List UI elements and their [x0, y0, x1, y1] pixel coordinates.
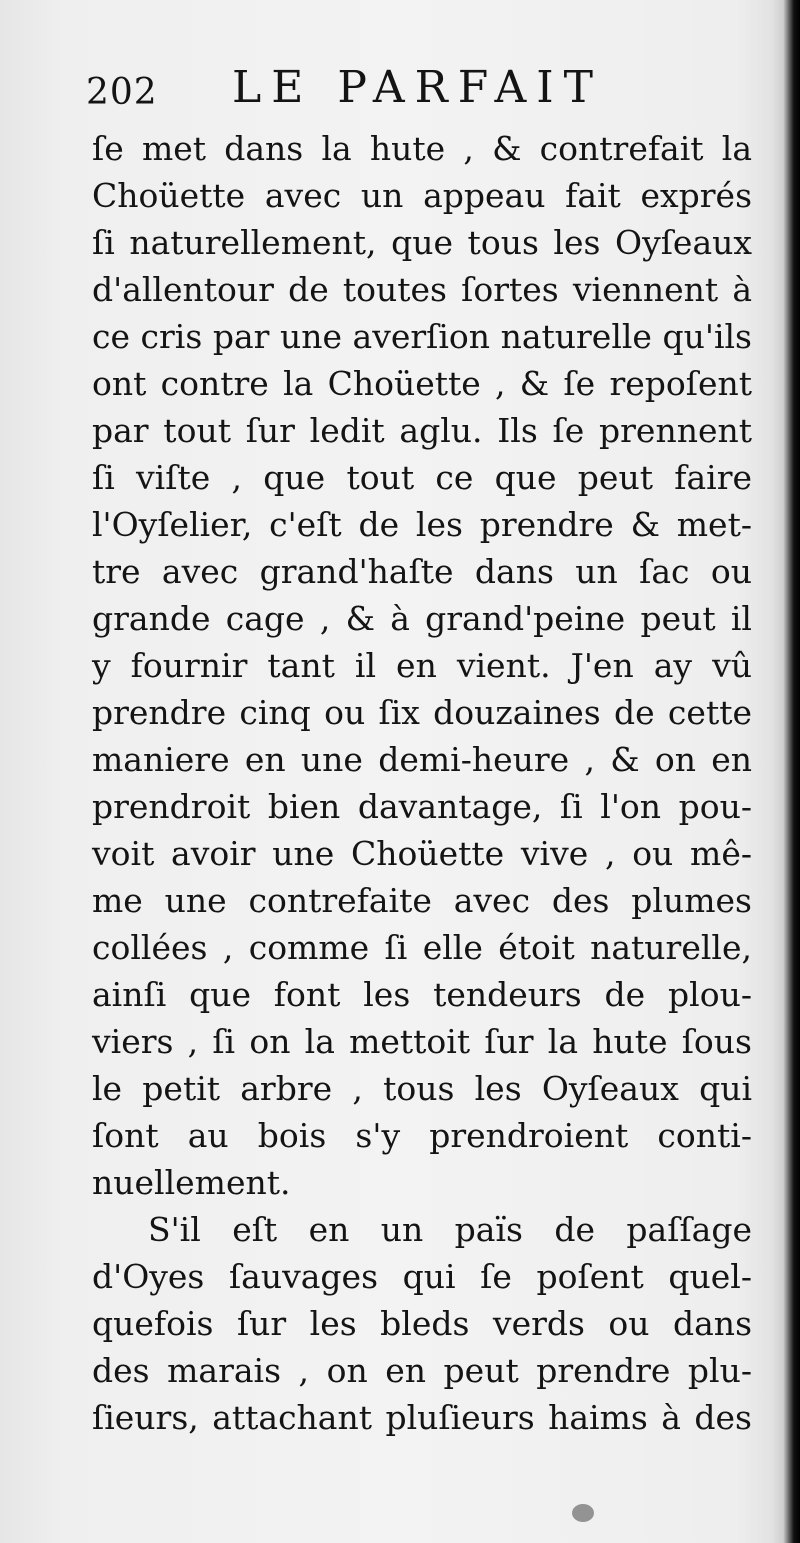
text-line: viers , ſi on la mettoit ſur la hute ſous — [92, 1022, 752, 1061]
text-line: d'Oyes ſauvages qui ſe poſent quel- — [92, 1257, 752, 1296]
text-line-paragraph-end: nuellement. — [92, 1163, 291, 1202]
text-line: collées , comme ſi elle étoit naturelle, — [92, 928, 752, 967]
ink-smudge — [572, 1504, 594, 1522]
text-line: ſont au bois s'y prendroient conti- — [92, 1116, 752, 1155]
page-number: 202 — [86, 72, 158, 113]
text-line: maniere en une demi-heure , & on en — [92, 740, 752, 779]
page-header — [86, 62, 726, 118]
text-line: ainſi que font les tendeurs de plou- — [92, 975, 752, 1014]
text-line: ſieurs, attachant pluſieurs haims à des — [92, 1398, 752, 1437]
text-line: ſe met dans la hute , & contrefait la — [92, 129, 752, 168]
text-line: voit avoir une Choüette vive , ou mê- — [92, 834, 752, 873]
text-line: quefois ſur les bleds verds ou dans — [92, 1304, 752, 1343]
text-line: par tout ſur ledit aglu. Ils ſe prennent — [92, 411, 752, 450]
text-line: prendroit bien davantage, ſi l'on pou- — [92, 787, 752, 826]
text-line: tre avec grand'haſte dans un ſac ou — [92, 552, 752, 591]
text-line: y fournir tant il en vient. J'en ay vû — [92, 646, 752, 685]
text-line: d'allentour de toutes ſortes viennent à — [92, 270, 752, 309]
body-text — [92, 125, 752, 1441]
text-line: ſi naturellement, que tous les Oyſeaux — [92, 223, 752, 262]
text-line: le petit arbre , tous les Oyſeaux qui — [92, 1069, 752, 1108]
page-edge-shadow — [772, 0, 800, 1543]
text-line: l'Oyſelier, c'eſt de les prendre & met- — [92, 505, 752, 544]
text-line: ont contre la Choüette , & ſe repoſent — [92, 364, 752, 403]
text-line: ſi viſte , que tout ce que peut faire — [92, 458, 752, 497]
text-line: des marais , on en peut prendre plu- — [92, 1351, 752, 1390]
text-line-paragraph-start: S'il eſt en un païs de paſſage — [148, 1210, 752, 1249]
text-line: Choüette avec un appeau fait exprés — [92, 176, 752, 215]
text-line: ce cris par une averſion naturelle qu'ils — [92, 317, 752, 356]
running-title: LE PARFAIT — [232, 62, 604, 113]
text-line: me une contrefaite avec des plumes — [92, 881, 752, 920]
text-line: grande cage , & à grand'peine peut il — [92, 599, 752, 638]
text-line: prendre cinq ou ſix douzaines de cette — [92, 693, 752, 732]
